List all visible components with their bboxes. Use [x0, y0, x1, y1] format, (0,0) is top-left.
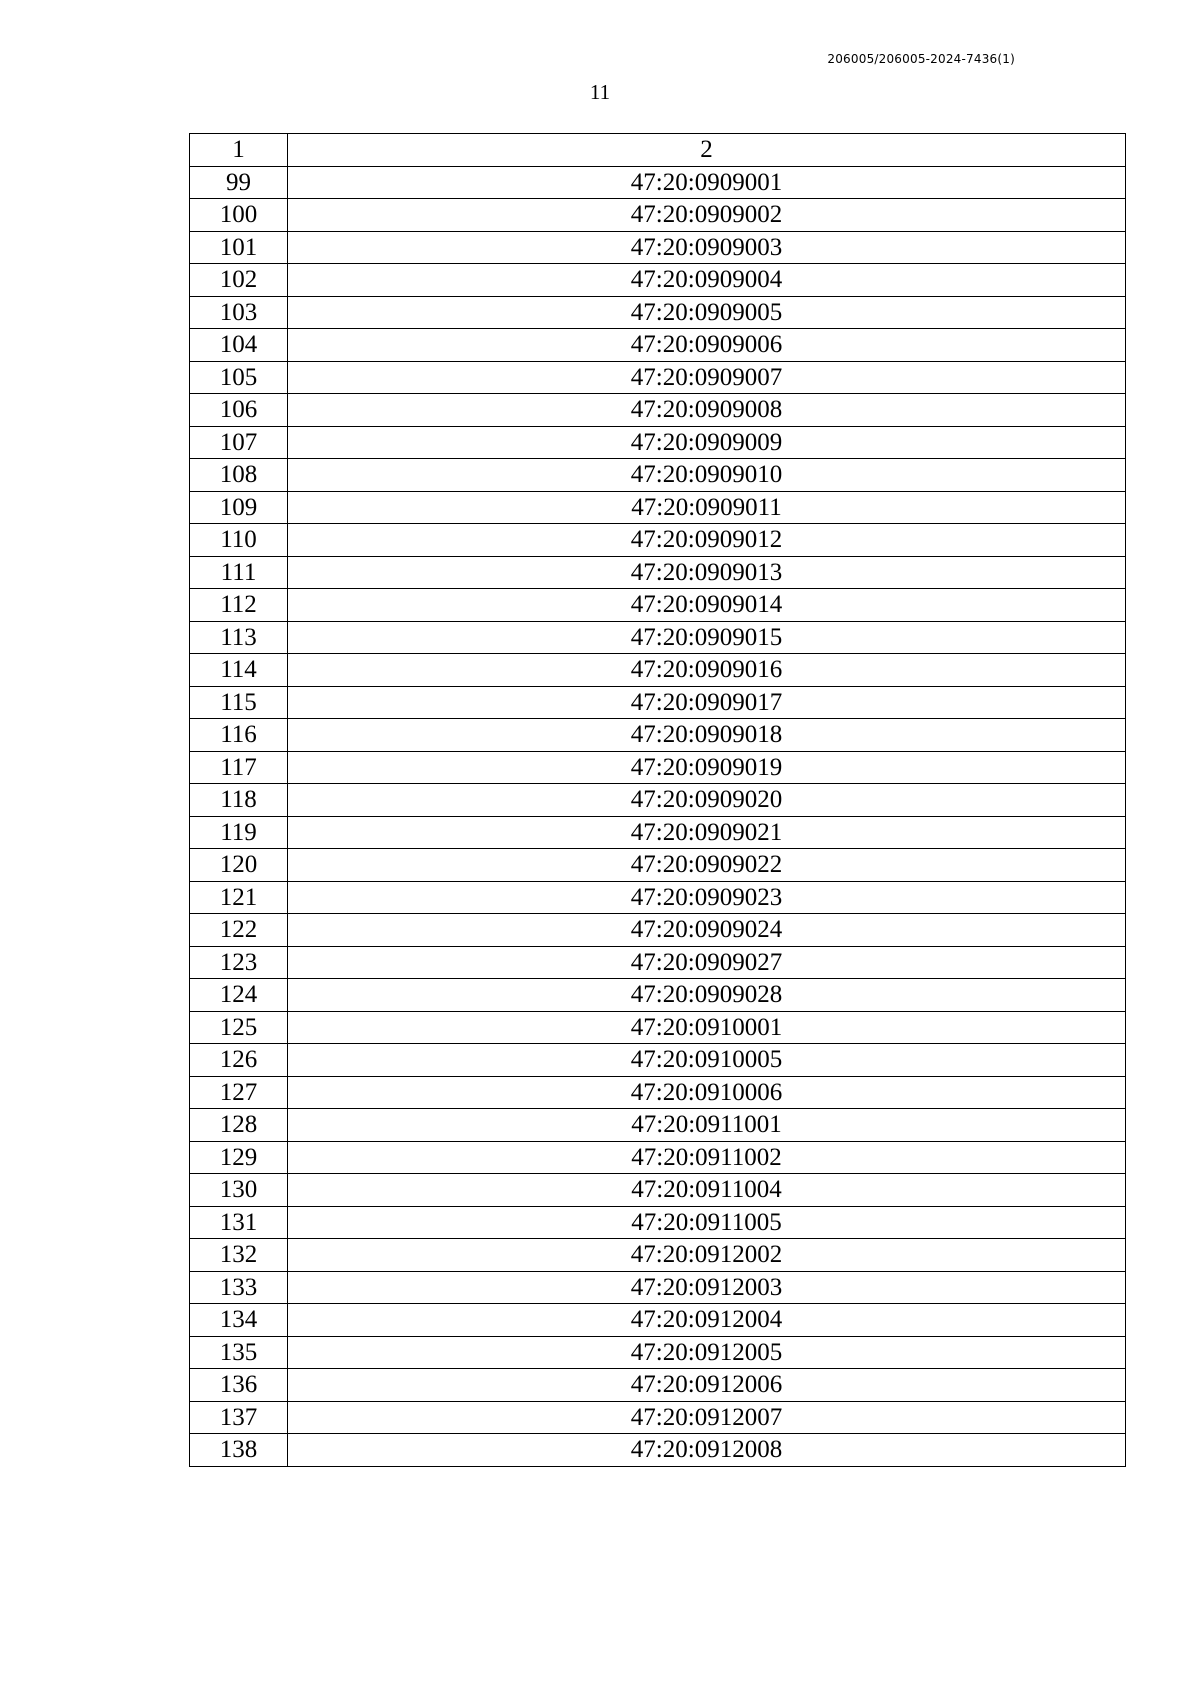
cadastral-number-cell: 47:20:0912003: [288, 1271, 1126, 1304]
row-number-cell: 104: [190, 329, 288, 362]
table-row: [190, 946, 1126, 979]
table-row: [190, 816, 1126, 849]
cadastral-number-cell: 47:20:0909010: [288, 459, 1126, 492]
table-row: [190, 394, 1126, 427]
cadastral-number-cell: 47:20:0910005: [288, 1044, 1126, 1077]
table-row: [190, 1239, 1126, 1272]
cadastral-number-cell: 47:20:0911002: [288, 1141, 1126, 1174]
cadastral-table: [189, 133, 1126, 1467]
table-row: [190, 166, 1126, 199]
row-number-cell: 109: [190, 491, 288, 524]
row-number-cell: 121: [190, 881, 288, 914]
row-number-cell: 110: [190, 524, 288, 557]
row-number-cell: 130: [190, 1174, 288, 1207]
table-row: [190, 1076, 1126, 1109]
table-row: [190, 881, 1126, 914]
table-row: [190, 1174, 1126, 1207]
row-number-cell: 112: [190, 589, 288, 622]
table-row: [190, 979, 1126, 1012]
table-row: [190, 329, 1126, 362]
row-number-cell: 127: [190, 1076, 288, 1109]
cadastral-number-cell: 47:20:0909001: [288, 166, 1126, 199]
table-row: [190, 426, 1126, 459]
table-row: [190, 296, 1126, 329]
cadastral-number-cell: 47:20:0909012: [288, 524, 1126, 557]
document-id: 206005/206005-2024-7436(1): [827, 52, 1015, 66]
cadastral-number-cell: 47:20:0909015: [288, 621, 1126, 654]
cadastral-number-cell: 47:20:0909003: [288, 231, 1126, 264]
table-row: [190, 231, 1126, 264]
table-header-row: [190, 134, 1126, 167]
row-number-cell: 103: [190, 296, 288, 329]
cadastral-number-cell: 47:20:0912004: [288, 1304, 1126, 1337]
cadastral-number-cell: 47:20:0909005: [288, 296, 1126, 329]
row-number-cell: 123: [190, 946, 288, 979]
cadastral-number-cell: 47:20:0909018: [288, 719, 1126, 752]
table-row: [190, 621, 1126, 654]
cadastral-number-cell: 47:20:0912002: [288, 1239, 1126, 1272]
row-number-cell: 134: [190, 1304, 288, 1337]
row-number-cell: 120: [190, 849, 288, 882]
cadastral-number-cell: 47:20:0912007: [288, 1401, 1126, 1434]
table-row: [190, 1369, 1126, 1402]
table-body: [190, 134, 1126, 1467]
cadastral-number-cell: 47:20:0909016: [288, 654, 1126, 687]
cadastral-number-cell: 47:20:0909002: [288, 199, 1126, 232]
row-number-cell: 117: [190, 751, 288, 784]
row-number-cell: 116: [190, 719, 288, 752]
row-number-cell: 115: [190, 686, 288, 719]
table-row: [190, 914, 1126, 947]
table-row: [190, 361, 1126, 394]
table-row: [190, 1401, 1126, 1434]
cadastral-number-cell: 47:20:0912005: [288, 1336, 1126, 1369]
cadastral-number-cell: 47:20:0912008: [288, 1434, 1126, 1467]
cadastral-number-cell: 47:20:0911005: [288, 1206, 1126, 1239]
table-row: [190, 654, 1126, 687]
page-number: 11: [589, 80, 611, 104]
row-number-cell: 125: [190, 1011, 288, 1044]
row-number-cell: 128: [190, 1109, 288, 1142]
cadastral-number-cell: 47:20:0909006: [288, 329, 1126, 362]
row-number-cell: 101: [190, 231, 288, 264]
cadastral-number-cell: 47:20:0910001: [288, 1011, 1126, 1044]
row-number-cell: 129: [190, 1141, 288, 1174]
cadastral-number-cell: 47:20:0912006: [288, 1369, 1126, 1402]
row-number-cell: 132: [190, 1239, 288, 1272]
cadastral-number-cell: 47:20:0911004: [288, 1174, 1126, 1207]
row-number-cell: 100: [190, 199, 288, 232]
row-number-cell: 133: [190, 1271, 288, 1304]
table-row: [190, 524, 1126, 557]
cadastral-number-cell: 47:20:0909027: [288, 946, 1126, 979]
table-row: [190, 784, 1126, 817]
cadastral-number-cell: 47:20:0909017: [288, 686, 1126, 719]
cadastral-number-cell: 47:20:0909009: [288, 426, 1126, 459]
table-row: [190, 589, 1126, 622]
row-number-cell: 111: [190, 556, 288, 589]
row-number-cell: 135: [190, 1336, 288, 1369]
row-number-cell: 113: [190, 621, 288, 654]
row-number-cell: 102: [190, 264, 288, 297]
cadastral-number-cell: 47:20:0909024: [288, 914, 1126, 947]
row-number-cell: 118: [190, 784, 288, 817]
table-row: [190, 459, 1126, 492]
cadastral-number-cell: 47:20:0910006: [288, 1076, 1126, 1109]
table-row: [190, 556, 1126, 589]
cadastral-number-cell: 47:20:0909021: [288, 816, 1126, 849]
table-row: [190, 751, 1126, 784]
cadastral-number-cell: 47:20:0909004: [288, 264, 1126, 297]
table-row: [190, 1011, 1126, 1044]
cadastral-number-cell: 47:20:0911001: [288, 1109, 1126, 1142]
table-row: [190, 199, 1126, 232]
row-number-cell: 114: [190, 654, 288, 687]
table-row: [190, 1141, 1126, 1174]
row-number-cell: 119: [190, 816, 288, 849]
table-row: [190, 686, 1126, 719]
column-header-2: 2: [288, 134, 1126, 167]
row-number-cell: 137: [190, 1401, 288, 1434]
table-row: [190, 719, 1126, 752]
row-number-cell: 106: [190, 394, 288, 427]
table-row: [190, 1434, 1126, 1467]
column-header-1: 1: [190, 134, 288, 167]
table-row: [190, 1109, 1126, 1142]
row-number-cell: 124: [190, 979, 288, 1012]
cadastral-number-cell: 47:20:0909014: [288, 589, 1126, 622]
row-number-cell: 136: [190, 1369, 288, 1402]
cadastral-number-cell: 47:20:0909023: [288, 881, 1126, 914]
cadastral-number-cell: 47:20:0909007: [288, 361, 1126, 394]
table-row: [190, 1044, 1126, 1077]
table-row: [190, 849, 1126, 882]
table-row: [190, 1336, 1126, 1369]
row-number-cell: 122: [190, 914, 288, 947]
table-row: [190, 264, 1126, 297]
row-number-cell: 131: [190, 1206, 288, 1239]
row-number-cell: 99: [190, 166, 288, 199]
cadastral-number-cell: 47:20:0909022: [288, 849, 1126, 882]
cadastral-number-cell: 47:20:0909020: [288, 784, 1126, 817]
row-number-cell: 108: [190, 459, 288, 492]
table-row: [190, 1271, 1126, 1304]
cadastral-number-cell: 47:20:0909013: [288, 556, 1126, 589]
row-number-cell: 107: [190, 426, 288, 459]
cadastral-number-cell: 47:20:0909019: [288, 751, 1126, 784]
table-row: [190, 1304, 1126, 1337]
cadastral-number-cell: 47:20:0909008: [288, 394, 1126, 427]
row-number-cell: 138: [190, 1434, 288, 1467]
row-number-cell: 105: [190, 361, 288, 394]
table-row: [190, 1206, 1126, 1239]
row-number-cell: 126: [190, 1044, 288, 1077]
cadastral-number-cell: 47:20:0909011: [288, 491, 1126, 524]
cadastral-number-cell: 47:20:0909028: [288, 979, 1126, 1012]
table-row: [190, 491, 1126, 524]
